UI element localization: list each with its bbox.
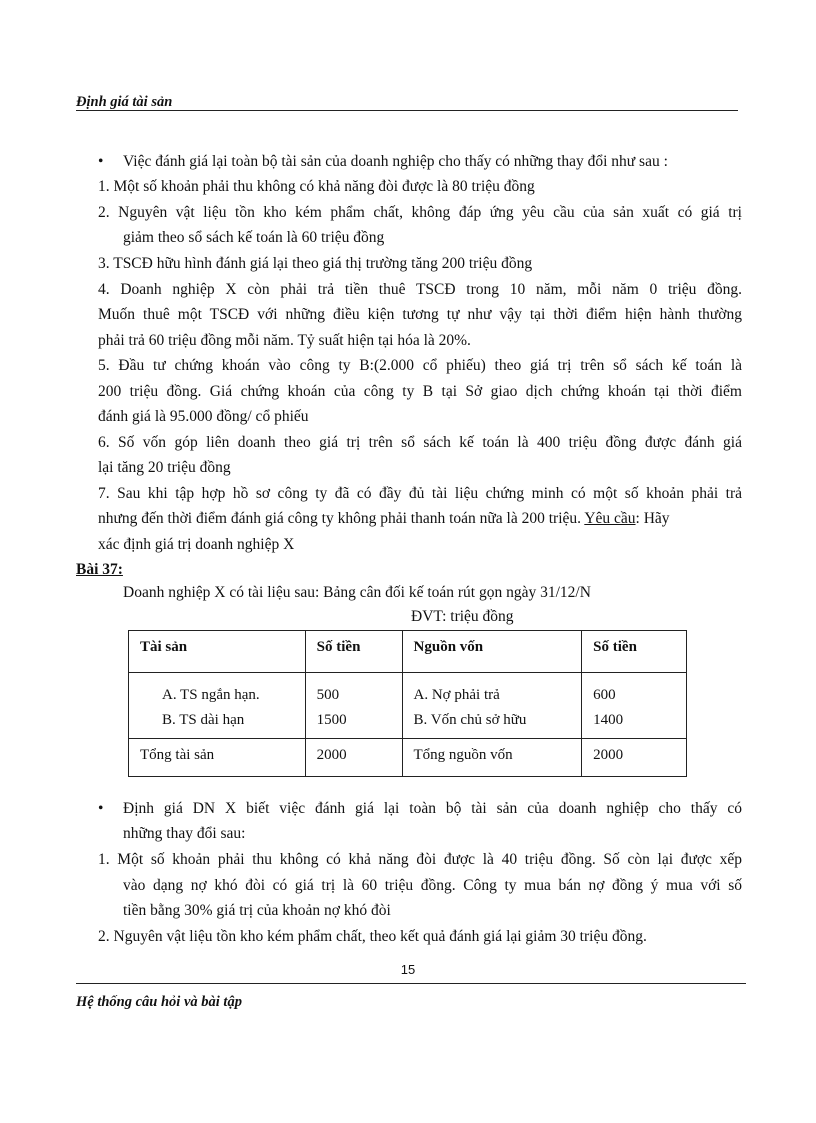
table-cell (402, 673, 582, 739)
list-item-continuation: phải trả 60 triệu đồng mỗi năm. Tỷ suất hiện tại hóa là 20%. (98, 332, 471, 349)
list-item: 1. Một số khoản phải thu không có khả năng đòi được là 40 triệu đồng. Số còn lại được xếp (98, 851, 742, 868)
asset-amount: 1500 (316, 712, 347, 728)
table-cell (582, 673, 687, 739)
list-item-continuation: vào dạng nợ khó đòi có giá trị là 60 triệu đồng. Công ty mua bán nợ đồng ý mua với số (123, 877, 742, 894)
list-item: 7. Sau khi tập hợp hồ sơ công ty đã có đầy đủ tài liệu chứng minh có một số khoản phải trả (98, 485, 742, 502)
source-amount: 1400 (593, 712, 624, 728)
unit-label: ĐVT: triệu đồng (411, 608, 514, 625)
exercise-intro: Doanh nghiệp X có tài liệu sau: Bảng cân đối kế toán rút gọn ngày 31/12/N (123, 584, 591, 601)
table-total-row (129, 739, 687, 777)
source-item: B. Vốn chủ sở hữu (413, 712, 527, 728)
list-item-continuation: xác định giá trị doanh nghiệp X (98, 536, 295, 553)
page-number: 15 (400, 962, 416, 977)
paragraph-line: những thay đổi sau: (123, 825, 246, 842)
list-item: 2. Nguyên vật liệu tồn kho kém phẩm chất, không đáp ứng yêu cầu của sản xuất có giá trị (98, 204, 742, 221)
table-cell: Tổng tài sản (129, 739, 306, 777)
balance-sheet-table (128, 630, 687, 777)
exercise-title: Bài 37: (76, 561, 123, 578)
list-item-continuation: tiền bằng 30% giá trị của khoản nợ khó đòi (123, 902, 391, 919)
list-item: 5. Đầu tư chứng khoán vào công ty B:(2.000 cổ phiếu) theo giá trị trên sổ sách kế toán là (98, 357, 742, 374)
table-cell (129, 673, 306, 739)
table-row (129, 673, 687, 739)
table-header-row (129, 631, 687, 673)
running-footer: Hệ thống câu hỏi và bài tập (76, 994, 242, 1010)
table-cell: Tổng nguồn vốn (402, 739, 582, 777)
table-cell (305, 673, 402, 739)
list-item-continuation: lại tăng 20 triệu đồng (98, 459, 231, 476)
list-item-continuation: 200 triệu đồng. Giá chứng khoán của công ty B tại Sở giao dịch chứng khoán tại thời điểm (98, 383, 742, 400)
paragraph-line: Việc đánh giá lại toàn bộ tài sản của doanh nghiệp cho thấy có những thay đổi như sau : (123, 153, 668, 170)
bullet-icon: • (98, 153, 104, 170)
paragraph-line: Định giá DN X biết việc đánh giá lại toàn bộ tài sản của doanh nghiệp cho thấy có (123, 800, 742, 817)
table-cell: 2000 (582, 739, 687, 777)
list-item: 4. Doanh nghiệp X còn phải trả tiền thuê TSCĐ trong 10 năm, mỗi năm 0 triệu đồng. (98, 281, 742, 298)
header-rule (76, 110, 738, 111)
table-cell: 2000 (305, 739, 402, 777)
list-item-continuation: giảm theo sổ sách kế toán là 60 triệu đồng (123, 229, 385, 246)
list-item-continuation: đánh giá là 95.000 đồng/ cổ phiếu (98, 408, 309, 425)
table-header-cell: Tài sản (129, 631, 306, 673)
bullet-icon: • (98, 800, 104, 817)
list-item: 3. TSCĐ hữu hình đánh giá lại theo giá thị trường tăng 200 triệu đồng (98, 255, 533, 272)
footer-rule (76, 983, 746, 984)
source-amount: 600 (593, 687, 616, 703)
list-item: 6. Số vốn góp liên doanh theo giá trị trên sổ sách kế toán là 400 triệu đồng được đánh giá (98, 434, 742, 451)
list-item: 1. Một số khoản phải thu không có khả năng đòi được là 80 triệu đồng (98, 178, 535, 195)
list-item: 2. Nguyên vật liệu tồn kho kém phẩm chất, theo kết quả đánh giá lại giảm 30 triệu đồng. (98, 928, 647, 945)
source-item: A. Nợ phải trả (413, 687, 500, 703)
paragraph-text: : Hãy (635, 510, 670, 527)
asset-amount: 500 (316, 687, 340, 703)
asset-item: B. TS dài hạn (162, 712, 245, 728)
table-header-cell: Số tiền (582, 631, 687, 673)
asset-item: A. TS ngắn hạn. (162, 687, 260, 703)
list-item-continuation: Muốn thuê một TSCĐ với những điều kiện tương tự như vậy tại thời điểm hiện hành thường (98, 306, 742, 323)
table-header-cell: Số tiền (305, 631, 402, 673)
paragraph-text: nhưng đến thời điểm đánh giá công ty không phải thanh toán nữa là 200 triệu. (98, 510, 585, 527)
list-item-continuation (98, 508, 742, 530)
table-header-cell: Nguồn vốn (402, 631, 582, 673)
requirement-label: Yêu cầu (584, 510, 636, 527)
running-header: Định giá tài sản (76, 94, 173, 110)
